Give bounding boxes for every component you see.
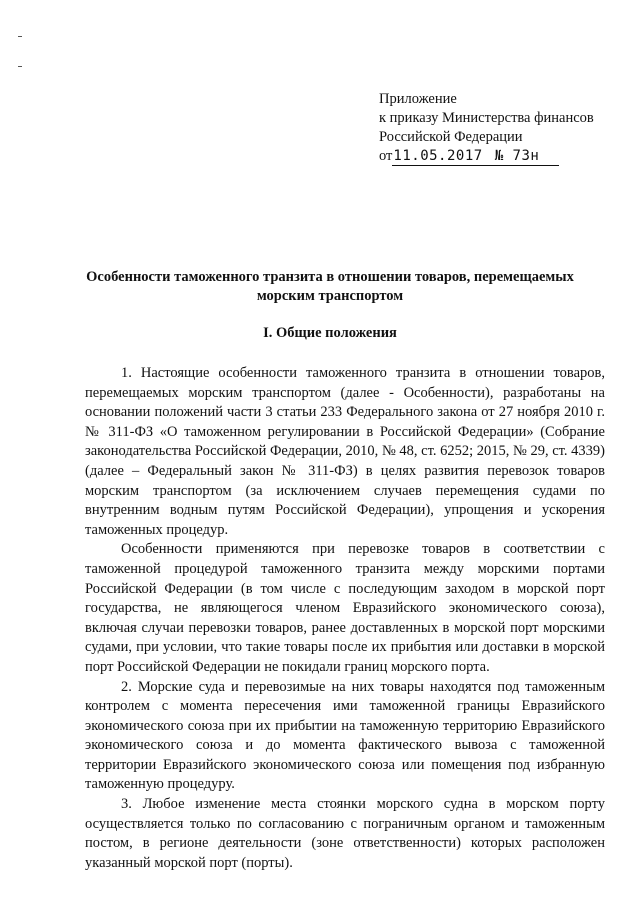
document-body xyxy=(85,364,605,873)
appendix-order-ref: к приказу Министерства финансов xyxy=(379,110,594,126)
scan-mark-middle xyxy=(18,66,22,67)
order-date: 11.05.2017 xyxy=(393,148,483,164)
paragraph-2: Особенности применяются при перевозке товаров в соответствии с таможенной процедурой таможенного транзита между морскими портами Российской Федерации (в том числе с последующим заходом в морской порт государства, не являющегося членом Евразийского экономического союза), включая случаи перевозки товаров, ранее доставленных в морской порт морскими судами, при условии, что такие товары после их прибытия или доставки в морской порт Российской Федерации не покидали границ морского порта. xyxy=(85,541,605,675)
handwritten-date-number xyxy=(392,148,559,166)
appendix-date-prefix: от xyxy=(379,148,393,164)
appendix-date-line xyxy=(379,147,629,166)
order-number: № 73н xyxy=(494,148,540,164)
document-title-line-1: Особенности таможенного транзита в отношении товаров, перемещаемых xyxy=(86,269,574,285)
appendix-block xyxy=(379,90,629,166)
section-heading: I. Общие положения xyxy=(263,325,397,341)
paragraph-1: 1. Настоящие особенности таможенного транзита в отношении товаров, перемещаемых морским транспортом (далее - Особенности), разработаны на основании положений части 3 статьи 233 Федерального закона от 27 ноября 2010 г. № 311-ФЗ «О таможенном регулировании в Российской Федерации» (Собрание законодательства Российской Федерации, 2010, № 48, ст. 6252; 2015, № 29, ст. 4339) (далее – Федеральный закон № 311-ФЗ) в целях развития перевозок товаров морским транспортом (за исключением случаев перемещения судами по внутренним водным путям Российской Федерации), упрощения и ускорения таможенных процедур. xyxy=(85,365,605,538)
paragraph-4: 3. Любое изменение места стоянки морского судна в морском порту осуществляется только по согласованию с пограничным органом и таможенным постом, в регионе деятельности (зоне ответственности) которых расположен указанный морской порт (порты). xyxy=(85,796,605,871)
appendix-authority: Российской Федерации xyxy=(379,129,523,145)
document-title xyxy=(60,268,600,306)
paragraph-3: 2. Морские суда и перевозимые на них товары находятся под таможенным контролем с момента пересечения ими таможенной границы Евразийского экономического союза при их прибытии на таможенную территорию Евразийского экономического союза и до момента фактического вывоза с таможенной территории Евразийского экономического союза или помещения под избранную таможенную процедуру. xyxy=(85,678,605,793)
appendix-label: Приложение xyxy=(379,91,457,107)
scan-mark-top xyxy=(18,36,22,37)
document-title-line-2: морским транспортом xyxy=(256,288,404,304)
